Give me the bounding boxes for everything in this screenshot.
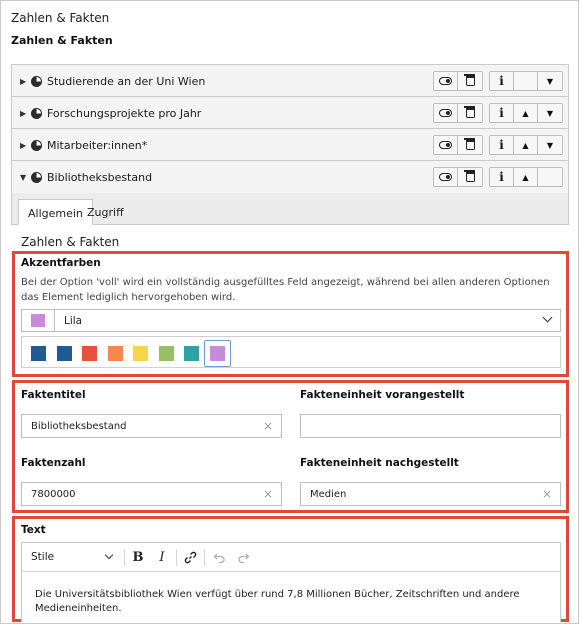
- color-swatch[interactable]: [159, 346, 174, 361]
- tab-zugriff[interactable]: Zugriff: [87, 206, 124, 219]
- info-move-group: [489, 71, 563, 91]
- panel-label[interactable]: Forschungsprojekte pro Jahr: [47, 106, 202, 120]
- info-move-group: [489, 135, 563, 155]
- arrow-up-icon: ▲: [522, 172, 529, 182]
- faktenzahl-label: Faktenzahl: [21, 457, 86, 469]
- caret-right-icon[interactable]: ▶: [20, 140, 27, 150]
- move-down-button[interactable]: [538, 136, 562, 154]
- info-icon: i: [499, 74, 504, 88]
- arrow-up-icon: ▲: [522, 108, 529, 118]
- bold-button[interactable]: B: [132, 549, 144, 565]
- info-icon: i: [499, 170, 504, 184]
- arrow-up-icon: ▲: [522, 140, 529, 150]
- trash-icon: [466, 76, 475, 86]
- undo-button[interactable]: [209, 548, 229, 566]
- delete-button[interactable]: [458, 104, 482, 122]
- toggle-visibility-button[interactable]: [434, 136, 458, 154]
- color-swatch-palette: [21, 336, 561, 368]
- delete-button[interactable]: [458, 168, 482, 186]
- faktentitel-value: Bibliotheksbestand: [31, 421, 127, 432]
- caret-down-icon[interactable]: ▼: [20, 172, 27, 182]
- visibility-delete-group: [433, 167, 483, 187]
- visibility-delete-group: [433, 71, 483, 91]
- move-down-placeholder: [538, 168, 562, 186]
- panel-label[interactable]: Mitarbeiter:innen*: [47, 138, 148, 152]
- accent-label: Akzentfarben: [21, 257, 101, 269]
- arrow-down-icon: ▼: [546, 140, 554, 150]
- selected-color-preview: [22, 310, 55, 331]
- info-button[interactable]: [490, 168, 514, 186]
- link-icon: [184, 551, 197, 564]
- color-swatch[interactable]: [108, 346, 123, 361]
- chevron-down-icon[interactable]: [105, 551, 113, 559]
- page-header: Zahlen & Fakten: [11, 11, 110, 25]
- color-swatch[interactable]: [31, 346, 46, 361]
- panel-label[interactable]: Studierende an der Uni Wien: [47, 74, 206, 88]
- trash-icon: [466, 108, 475, 118]
- panel-row-bibliotheksbestand[interactable]: [12, 161, 568, 193]
- italic-button[interactable]: I: [159, 549, 165, 565]
- faktentitel-label: Faktentitel: [21, 389, 86, 401]
- panel-label[interactable]: Bibliotheksbestand: [47, 170, 153, 184]
- faktenzahl-value: 7800000: [31, 489, 76, 500]
- clear-icon[interactable]: ×: [262, 419, 273, 433]
- visibility-delete-group: [433, 135, 483, 155]
- color-preview-swatch: [31, 314, 45, 327]
- tab-bar: [11, 193, 569, 225]
- rich-text-editor: [21, 542, 561, 622]
- einheit-vorangestellt-label: Fakteneinheit vorangestellt: [300, 389, 465, 401]
- link-button[interactable]: [180, 548, 200, 566]
- trash-icon: [466, 172, 475, 182]
- info-move-group: [489, 103, 563, 123]
- move-down-button[interactable]: [538, 104, 562, 122]
- toggle-visibility-button[interactable]: [434, 168, 458, 186]
- text-label: Text: [21, 524, 46, 536]
- caret-right-icon[interactable]: ▶: [20, 108, 27, 118]
- caret-right-icon[interactable]: ▶: [20, 76, 27, 86]
- color-swatch[interactable]: [133, 346, 148, 361]
- panel-row-forschungsprojekte[interactable]: [12, 97, 568, 129]
- content-title: Zahlen & Fakten: [21, 235, 120, 249]
- redo-button[interactable]: [233, 548, 253, 566]
- editor-content[interactable]: Die Universitätsbibliothek Wien verfügt über rund 7,8 Millionen Bücher, Zeitschriften und andere Medieneinheiten.: [35, 589, 520, 614]
- faktenzahl-input[interactable]: [21, 482, 282, 506]
- info-move-group: [489, 167, 563, 187]
- color-swatch[interactable]: [184, 346, 199, 361]
- info-button[interactable]: [490, 136, 514, 154]
- info-button[interactable]: [490, 104, 514, 122]
- redo-icon: [237, 552, 250, 563]
- accent-help-text: Bei der Option 'voll' wird ein vollständig ausgefülltes Feld angezeigt, während bei allen anderen Optionen das Element lediglich hervorgehoben wird.: [21, 277, 550, 303]
- section-title: Zahlen & Fakten: [11, 34, 113, 47]
- pie-chart-icon: [31, 108, 42, 119]
- color-swatch-fill: [210, 346, 225, 361]
- info-button[interactable]: [490, 72, 514, 90]
- toggle-visibility-button[interactable]: [434, 72, 458, 90]
- style-select[interactable]: Stile: [31, 551, 55, 563]
- info-icon: i: [499, 138, 504, 152]
- panel-row-studierende[interactable]: [12, 65, 568, 97]
- panel-row-mitarbeiter[interactable]: [12, 129, 568, 161]
- pie-chart-icon: [31, 76, 42, 87]
- accent-color-select[interactable]: [21, 309, 561, 332]
- move-up-placeholder: [514, 72, 538, 90]
- faktentitel-input[interactable]: [21, 414, 282, 438]
- delete-button[interactable]: [458, 72, 482, 90]
- visibility-delete-group: [433, 103, 483, 123]
- move-up-button[interactable]: [514, 136, 538, 154]
- arrow-down-icon: ▼: [546, 108, 554, 118]
- toggle-icon: [439, 141, 452, 149]
- toggle-icon: [439, 109, 452, 117]
- toggle-icon: [439, 173, 452, 181]
- einheit-nachgestellt-value: Medien: [310, 489, 347, 500]
- accent-select-value: Lila: [64, 315, 83, 327]
- trash-icon: [466, 140, 475, 150]
- toolbar-divider: [176, 549, 177, 566]
- toolbar-divider: [124, 549, 125, 566]
- clear-icon[interactable]: ×: [262, 487, 273, 501]
- arrow-down-icon: ▼: [546, 76, 554, 86]
- einheit-nachgestellt-label: Fakteneinheit nachgestellt: [300, 457, 459, 469]
- tab-allgemein[interactable]: Allgemein: [18, 199, 93, 225]
- chevron-down-icon: [543, 313, 553, 323]
- pie-chart-icon: [31, 140, 42, 151]
- color-swatch-selected[interactable]: [204, 340, 231, 367]
- pie-chart-icon: [31, 172, 42, 183]
- move-down-button[interactable]: [538, 72, 562, 90]
- panel-list: [11, 64, 569, 194]
- einheit-vorangestellt-input[interactable]: [300, 414, 561, 438]
- toggle-visibility-button[interactable]: [434, 104, 458, 122]
- color-swatch[interactable]: [82, 346, 97, 361]
- clear-icon[interactable]: ×: [541, 487, 552, 501]
- undo-icon: [213, 552, 226, 563]
- move-up-button[interactable]: [514, 104, 538, 122]
- info-icon: i: [499, 106, 504, 120]
- einheit-nachgestellt-input[interactable]: [300, 482, 561, 506]
- color-swatch[interactable]: [57, 346, 72, 361]
- move-up-button[interactable]: [514, 168, 538, 186]
- toggle-icon: [439, 77, 452, 85]
- toolbar-divider: [204, 549, 205, 566]
- delete-button[interactable]: [458, 136, 482, 154]
- editor-toolbar: [22, 543, 560, 572]
